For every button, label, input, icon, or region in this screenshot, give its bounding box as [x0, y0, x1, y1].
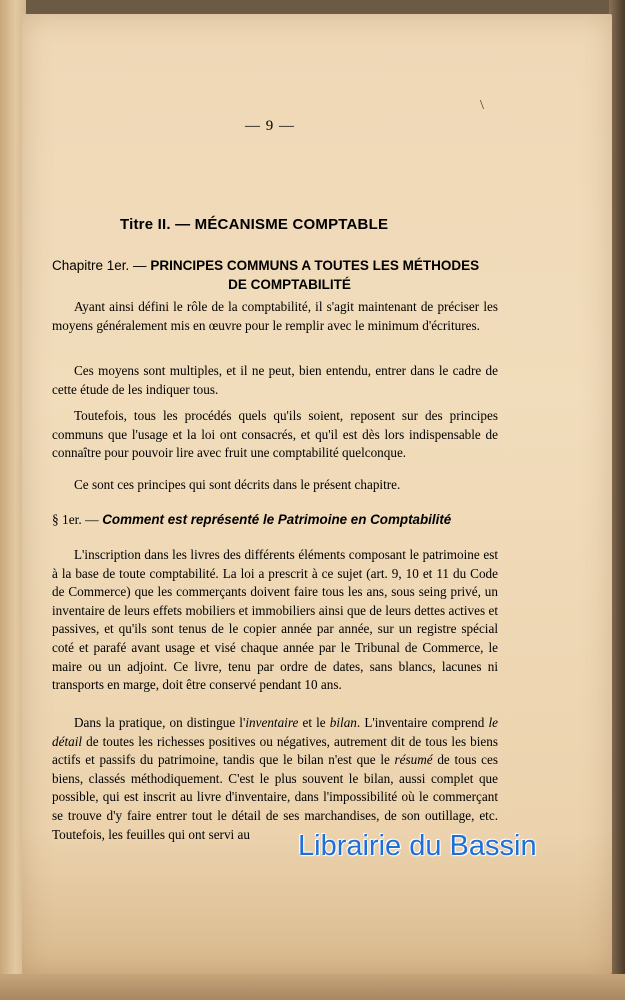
paragraph-5-text: L'inscription dans les livres des différents éléments composant le patrimoine est à la base de toute comptabilité. La loi a prescrit à ce sujet (art. 9, 10 et 11 du Code de Commerce) que les commerçants doivent faire tous les ans, sous seing privé, un inventaire de leurs effets mobiliers et immobiliers ainsi que de leurs dettes actives et passives, et qu'ils sont tenus de le copier année par année, sur un registre spécial coté et parafé avant usage et visé chaque année par le Tribunal de Commerce, le maire ou un adjoint. Ce livre, tenu par ordre de dates, sans blancs, lacunes ni transports en marge, doit être conservé pendant 10 ans. [52, 547, 498, 693]
paragraph-4 [52, 476, 498, 495]
paragraph-6-text-c: . L'inventaire comprend [356, 715, 489, 730]
paragraph-3 [52, 407, 498, 463]
paragraph-2 [52, 362, 498, 399]
paragraph-6-text-b: et le [298, 715, 330, 730]
chapitre-heading [52, 256, 497, 294]
paragraph-6-resume: résumé [394, 752, 433, 768]
watermark-logo: Librairie du Bassin [298, 830, 537, 862]
section-title: Comment est représenté le Patrimoine en Comptabilité [102, 512, 452, 527]
stray-mark: \ [480, 98, 484, 113]
section-mark: § 1er. — [52, 512, 99, 527]
chapitre-title-line1: PRINCIPES COMMUNS A TOUTES LES MÉTHODES [150, 258, 480, 273]
titre-heading: Titre II. — MÉCANISME COMPTABLE [120, 216, 389, 233]
page-bottom-edge [0, 974, 625, 1000]
section-heading [52, 512, 498, 528]
paragraph-6-text-a: Dans la pratique, on distingue l' [74, 715, 246, 730]
paragraph-1 [52, 298, 498, 335]
chapitre-title-line2: DE COMPTABILITÉ [228, 277, 351, 292]
chapitre-label: Chapitre 1er. — [52, 258, 147, 273]
paragraph-3-text: Toutefois, tous les procédés quels qu'ils soient, reposent sur des principes communs que l'usage et la loi ont consacrés, et qu'il est dès lors indispensable de connaître pour pouvoir lire avec fruit une comptabilité quelconque. [52, 408, 498, 461]
paragraph-6-text-d: de toutes les richesses positives ou négatives, autrement dit de tous les biens actifs et passifs du patrimoine, tandis que le bilan n'est que le [52, 733, 498, 768]
paragraph-5 [52, 546, 498, 695]
paragraph-6-text-e: de tous ces biens, classés méthodiquement. C'est le plus souvent le bilan, aussi complet que possible, qui est inscrit au livre d'inventaire, dans l'impossibilité où le commerçant se trouve d'y faire entrer tout le détail de ses marchandises, de son outillage, etc. Toutefois, les feuilles qui ont servi au [52, 752, 498, 842]
paragraph-6-inventaire: inventaire [245, 715, 299, 730]
paragraph-6 [52, 714, 498, 844]
paragraph-6-detail: le détail [52, 715, 498, 749]
paragraph-4-text: Ce sont ces principes qui sont décrits dans le présent chapitre. [74, 477, 401, 492]
paragraph-6-bilan: bilan [329, 715, 357, 730]
paragraph-2-text: Ces moyens sont multiples, et il ne peut, bien entendu, entrer dans le cadre de cette étude de les indiquer tous. [52, 363, 498, 397]
page-number: — 9 — [245, 118, 295, 134]
paragraph-1-text: Ayant ainsi défini le rôle de la comptabilité, il s'agit maintenant de préciser les moyens généralement mis en œuvre pour le remplir avec le minimum d'écritures. [52, 299, 498, 333]
